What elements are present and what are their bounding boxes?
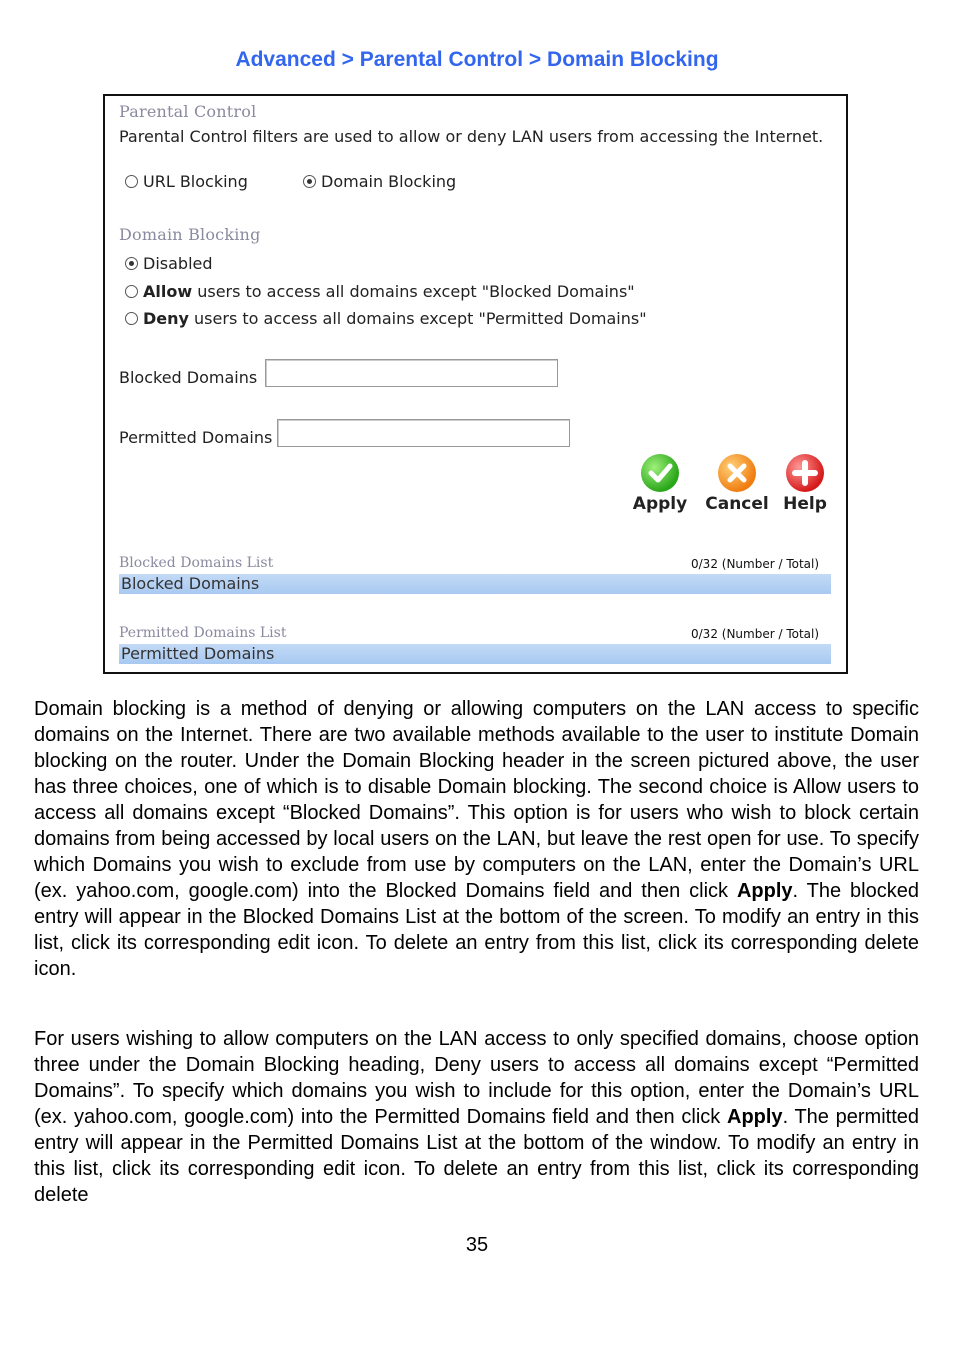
domain-blocking-title: Domain Blocking (119, 225, 261, 244)
disabled-option[interactable] (125, 254, 213, 273)
deny-radio[interactable] (125, 312, 138, 325)
parental-control-description: Parental Control filters are used to allow or deny LAN users from accessing the Internet. (119, 127, 824, 146)
paragraph-1 (34, 696, 919, 982)
deny-option[interactable] (125, 309, 647, 328)
url-blocking-label: URL Blocking (143, 172, 248, 191)
allow-radio[interactable] (125, 285, 138, 298)
plus-icon (786, 454, 824, 492)
blocked-domains-label: Blocked Domains (119, 368, 258, 387)
help-button[interactable] (770, 454, 840, 514)
domain-blocking-option[interactable] (303, 172, 456, 191)
disabled-radio[interactable] (125, 257, 138, 270)
checkmark-icon (641, 454, 679, 492)
paragraph-2-text-a: For users wishing to allow computers on the LAN access to only specified domains, choose option three under the Domain Blocking heading, Deny users to access all domains except “Permitted Domains”. To specify which domains you wish to include for this option, enter the Domain’s URL (ex. yahoo.com, google.com) into the Permitted Domains field and then click (34, 1028, 919, 1128)
deny-label-bold: Deny (143, 309, 189, 328)
blocked-domains-count: 0/32 (Number / Total) (691, 557, 820, 571)
paragraph-1-text-a: Domain blocking is a method of denying or allowing computers on the LAN access to specific domains on the Internet. There are two available methods available to the user to institute Domain blocking on the router. Under the Domain Blocking header in the screen pictured above, the user has three choices, one of which is to disable Domain blocking. The second choice is Allow users to access all domains except “Blocked Domains”. This option is for users who wish to block certain domains from being accessed by local users on the LAN, but leave the rest open for use. To specify which Domains you wish to exclude from use by computers on the LAN, enter the Domain’s URL (ex. yahoo.com, google.com) into the Blocked Domains field and then click (34, 698, 919, 902)
cancel-button[interactable] (702, 454, 772, 514)
blocked-domains-list-title: Blocked Domains List (119, 555, 274, 571)
apply-label: Apply (632, 494, 688, 514)
permitted-domains-input[interactable] (277, 419, 570, 447)
domain-blocking-label: Domain Blocking (321, 172, 457, 191)
apply-button[interactable] (625, 454, 695, 514)
paragraph-2-bold: Apply (727, 1106, 783, 1128)
paragraph-2 (34, 1026, 919, 1208)
blocked-domains-list-header: Blocked Domains (119, 574, 831, 594)
permitted-domains-count: 0/32 (Number / Total) (691, 627, 820, 641)
help-label: Help (783, 494, 827, 514)
breadcrumb: Advanced > Parental Control > Domain Blocking (235, 48, 719, 71)
deny-label-rest: users to access all domains except "Permitted Domains" (188, 309, 647, 328)
allow-label-bold: Allow (143, 282, 193, 301)
permitted-domains-label: Permitted Domains (119, 428, 273, 447)
paragraph-1-bold: Apply (736, 880, 793, 902)
domain-blocking-radio[interactable] (303, 175, 316, 188)
x-icon (718, 454, 756, 492)
allow-option[interactable] (125, 282, 635, 301)
parental-control-title: Parental Control (119, 102, 257, 121)
paragraph-1-text-b: . The blocked entry will appear in the Blocked Domains List at the bottom of the screen. To modify an entry in this list, click its corresponding edit icon. To delete an entry from this list, click its corresponding delete icon. (34, 880, 919, 980)
cancel-label: Cancel (705, 494, 769, 514)
permitted-domains-list-header: Permitted Domains (119, 644, 831, 664)
url-blocking-option[interactable] (125, 172, 248, 191)
page-number: 35 (465, 1234, 489, 1256)
disabled-label: Disabled (143, 254, 213, 273)
permitted-domains-list-title: Permitted Domains List (119, 625, 287, 641)
paragraph-2-text-b: . The permitted entry will appear in the Permitted Domains List at the bottom of the window. To modify an entry in this list, click its corresponding edit icon. To delete an entry from this list, click its corresponding delete (34, 1106, 920, 1206)
allow-label-rest: users to access all domains except "Blocked Domains" (192, 282, 635, 301)
parental-control-screenshot (103, 94, 848, 674)
url-blocking-radio[interactable] (125, 175, 138, 188)
blocked-domains-input[interactable] (265, 359, 558, 387)
